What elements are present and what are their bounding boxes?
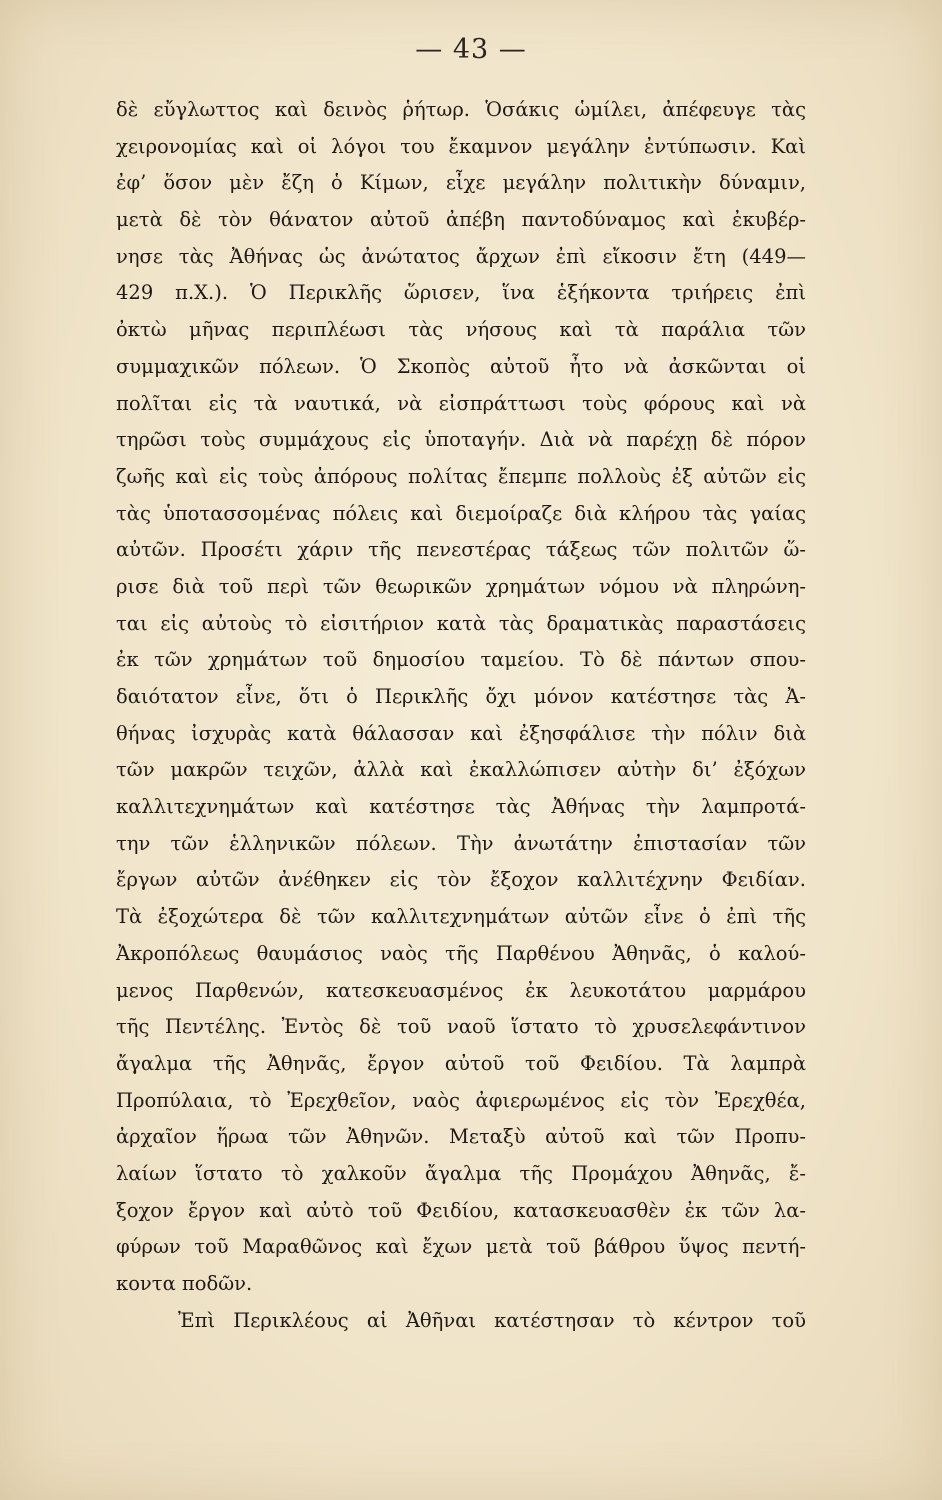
body-text <box>116 92 806 1339</box>
text-line: Τὰ ἐξοχώτερα δὲ τῶν καλλιτεχνημάτων αὐτῶν εἶνε ὁ ἐπὶ τῆς <box>116 905 806 929</box>
text-line: τῆς Πεντέλης. Ἐντὸς δὲ τοῦ ναοῦ ἵστατο τὸ χρυσελεφάντινον <box>116 1015 806 1039</box>
text-line: Ἐπὶ Περικλέους αἱ Ἀθῆναι κατέστησαν τὸ κέντρον τοῦ <box>178 1308 806 1332</box>
text-line: ἄγαλμα τῆς Ἀθηνᾶς, ἔργον αὐτοῦ τοῦ Φειδίου. Τὰ λαμπρὰ <box>116 1051 806 1075</box>
text-line: μενος Παρθενών, κατεσκευασμένος ἐκ λευκοτάτου μαρμάρου <box>116 978 806 1002</box>
text-line: πολῖται εἰς τὰ ναυτικά, νὰ εἰσπράττωσι τοὺς φόρους καὶ νὰ <box>116 391 806 415</box>
text-line: ται εἰς αὐτοὺς τὸ εἰσιτήριον κατὰ τὰς δραματικὰς παραστάσεις <box>116 611 806 635</box>
text-line: ἐκ τῶν χρημάτων τοῦ δημοσίου ταμείου. Τὸ δὲ πάντων σπου- <box>116 648 806 672</box>
text-line: ἔργων αὐτῶν ἀνέθηκεν εἰς τὸν ἔξοχον καλλιτέχνην Φειδίαν. <box>116 868 806 892</box>
text-line: δὲ εὔγλωττος καὶ δεινὸς ῥήτωρ. Ὁσάκις ὡμίλει, ἀπέφευγε τὰς <box>116 98 806 121</box>
text-line: τῶν μακρῶν τειχῶν, ἀλλὰ καὶ ἐκαλλώπισεν αὐτὴν δι’ ἐξόχων <box>116 758 806 782</box>
text-line: ἐφ’ ὅσον μὲν ἔζη ὁ Κίμων, εἶχε μεγάλην πολιτικὴν δύναμιν, <box>116 171 806 195</box>
text-line: θήνας ἰσχυρὰς κατὰ θάλασσαν καὶ ἐξησφάλισε τὴν πόλιν διὰ <box>116 721 806 745</box>
text-line: ὀκτὼ μῆνας περιπλέωσι τὰς νήσους καὶ τὰ παράλια τῶν <box>116 318 806 342</box>
text-line: δαιότατον εἶνε, ὅτι ὁ Περικλῆς ὄχι μόνον κατέστησε τὰς Ἀ- <box>116 685 806 708</box>
text-line: μετὰ δὲ τὸν θάνατον αὐτοῦ ἀπέβη παντοδύναμος καὶ ἐκυβέρ- <box>116 208 806 232</box>
text-line: συμμαχικῶν πόλεων. Ὁ Σκοπὸς αὐτοῦ ἦτο νὰ ἀσκῶνται οἱ <box>116 354 806 378</box>
text-line: αὐτῶν. Προσέτι χάριν τῆς πενεστέρας τάξεως τῶν πολιτῶν ὥ- <box>116 538 806 562</box>
text-line: νησε τὰς Ἀθήνας ὡς ἀνώτατος ἄρχων ἐπὶ εἴκοσιν ἔτη (449— <box>116 244 806 268</box>
text-line: ἀρχαῖον ἥρωα τῶν Ἀθηνῶν. Μεταξὺ αὐτοῦ καὶ τῶν Προπυ- <box>116 1125 806 1149</box>
text-line: χειρονομίας καὶ οἱ λόγοι του ἔκαμνον μεγάλην ἐντύπωσιν. Καὶ <box>116 134 806 158</box>
text-line: τὰς ὑποτασσομένας πόλεις καὶ διεμοίραζε διὰ κλήρου τὰς γαίας <box>116 501 806 525</box>
text-line: λαίων ἵστατο τὸ χαλκοῦν ἄγαλμα τῆς Προμάχου Ἀθηνᾶς, ἔ- <box>116 1161 806 1185</box>
text-line: Ἀκροπόλεως θαυμάσιος ναὸς τῆς Παρθένου Ἀθηνᾶς, ὁ καλού- <box>116 941 806 965</box>
text-line: 429 π.Χ.). Ὁ Περικλῆς ὥρισεν, ἵνα ἑξήκοντα τριήρεις ἐπὶ <box>116 281 806 305</box>
text-line: Προπύλαια, τὸ Ἐρεχθεῖον, ναὸς ἀφιερωμένος εἰς τὸν Ἐρεχθέα, <box>116 1088 806 1112</box>
text-line: ζωῆς καὶ εἰς τοὺς ἀπόρους πολίτας ἔπεμπε πολλοὺς ἐξ αὐτῶν εἰς <box>116 464 806 488</box>
text-line: την τῶν ἑλληνικῶν πόλεων. Τὴν ἀνωτάτην ἐπιστασίαν τῶν <box>116 831 806 855</box>
text-line: ρισε διὰ τοῦ περὶ τῶν θεωρικῶν χρημάτων νόμου νὰ πληρώνη- <box>116 574 806 598</box>
text-line: τηρῶσι τοὺς συμμάχους εἰς ὑποταγήν. Διὰ νὰ παρέχῃ δὲ πόρον <box>116 428 806 452</box>
text-line: κοντα ποδῶν. <box>116 1272 253 1295</box>
text-line: φύρων τοῦ Μαραθῶνος καὶ ἔχων μετὰ τοῦ βάθρου ὕψος πεντή- <box>116 1235 806 1259</box>
text-line: ξοχον ἔργον καὶ αὐτὸ τοῦ Φειδίου, κατασκευασθὲν ἐκ τῶν λα- <box>116 1198 806 1222</box>
text-line: καλλιτεχνημάτων καὶ κατέστησε τὰς Ἀθήνας τὴν λαμπροτά- <box>116 795 806 819</box>
page-number: — 43 — <box>415 34 527 65</box>
